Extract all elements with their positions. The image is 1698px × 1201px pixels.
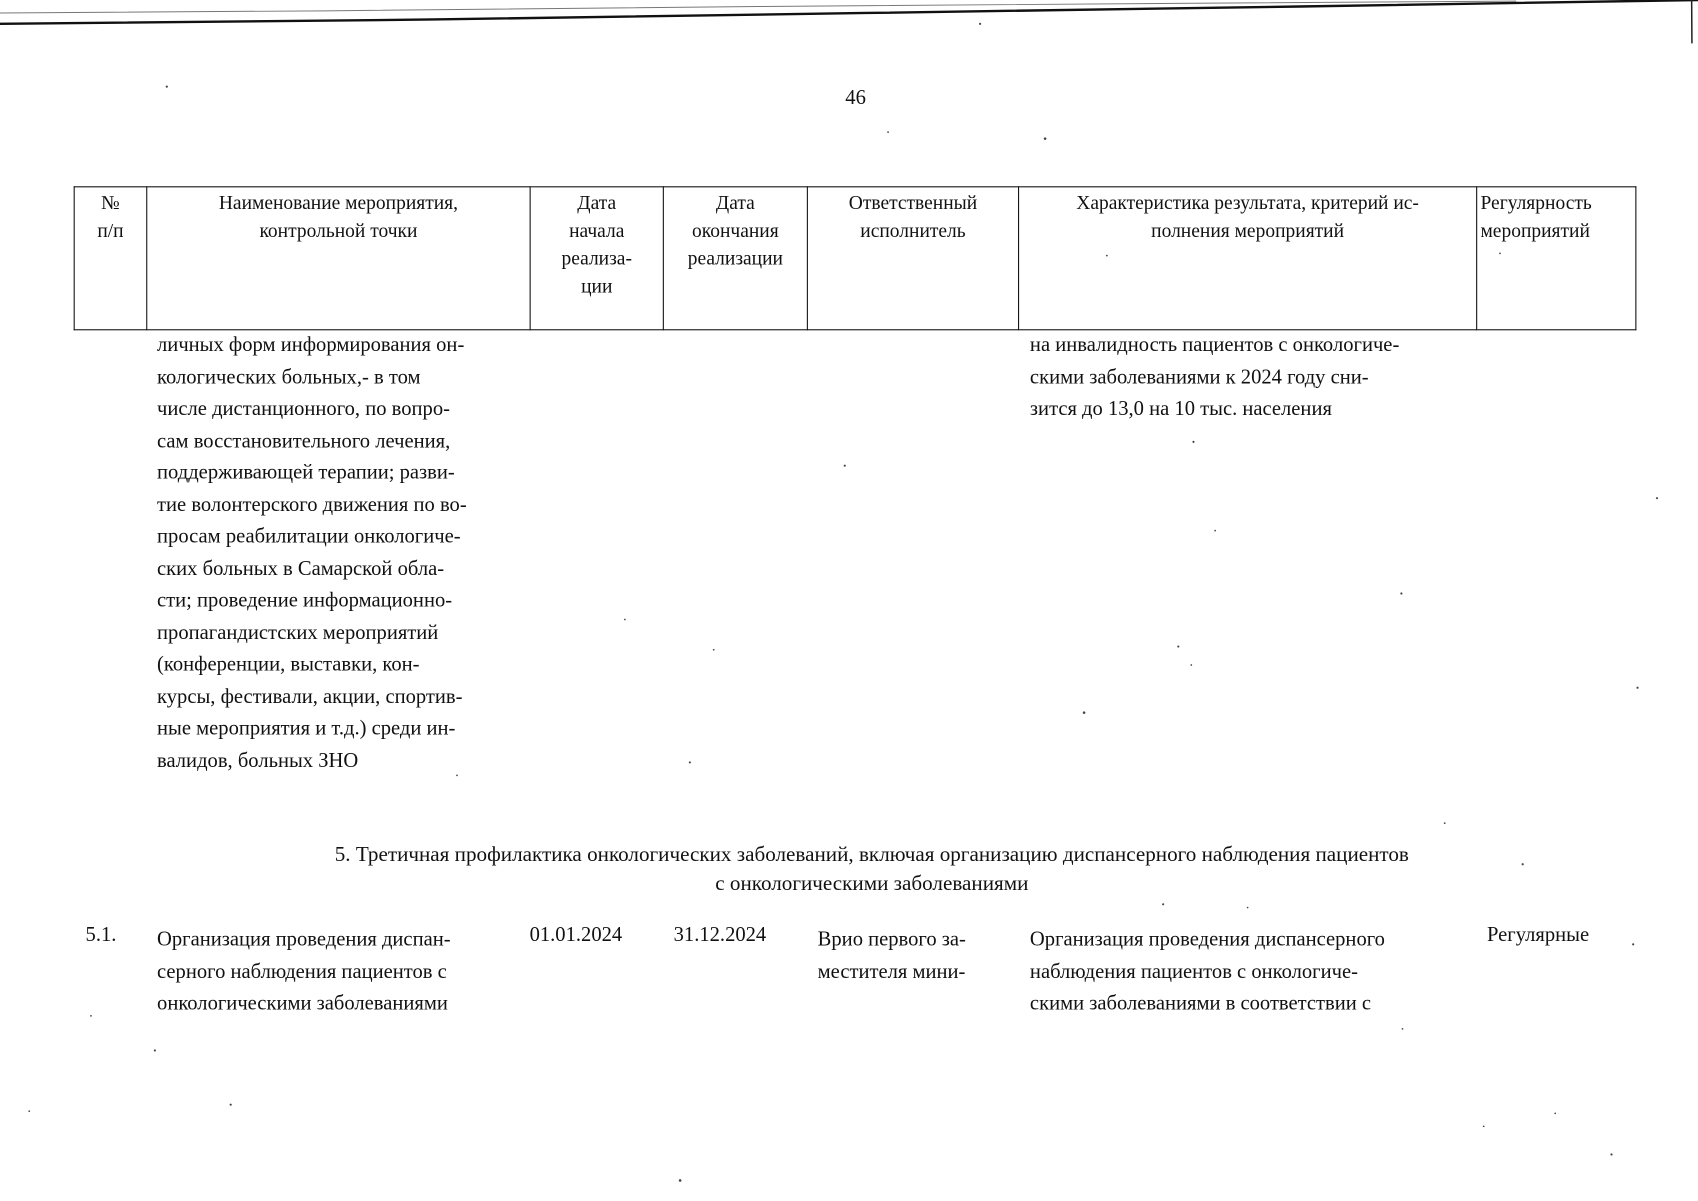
section-heading: 5. Третичная профилактика онкологических заболеваний, включая организацию диспансерного наблюдения пациентов с онкологическими заболеваниями <box>334 843 1409 896</box>
continuation-event-name: личных форм информирования он- кологических больных,- в том числе дистанционного, по вопро- сам восстановительного лечения, поддерживающей терапии; разви- тие волонтерского движения по во- просам реабилитации онкологиче- ских больных в Самарской обла- сти; проведение информационно- пропагандистских мероприятий (конференции, выставки, кон- курсы, фестивали, акции, спортив- ные мероприятия и т.д.) среди ин- валидов, больных ЗНО <box>157 333 467 772</box>
page-number: 46 <box>845 86 866 110</box>
header-col-number: № п/п <box>74 187 147 330</box>
table-header <box>74 186 1637 330</box>
header-col-end-date: Дата окончания реализации <box>663 187 807 330</box>
scan-edge-decoration <box>0 0 1698 43</box>
row-number: 5.1. <box>85 923 117 947</box>
continuation-result-text: на инвалидность пациентов с онкологиче- скими заболеваниями к 2024 году сни- зится до 13,0 на 10 тыс. населения <box>1029 333 1400 421</box>
row-regularity: Регулярные <box>1486 923 1590 947</box>
header-col-result: Характеристика результата, критерий ис- полнения мероприятий <box>1019 187 1477 330</box>
header-col-start-date: Дата начала реализа- ции <box>530 187 663 330</box>
row-result-text: Организация проведения диспансерного наблюдения пациентов с онкологиче- скими заболеваниями в соответствии с <box>1029 928 1385 1015</box>
row-end-date: 31.12.2024 <box>673 923 767 947</box>
header-col-regularity: Регулярность мероприятий <box>1477 187 1636 330</box>
row-executor: Врио первого за- местителя мини- <box>817 928 966 983</box>
header-col-name: Наименование мероприятия, контрольной точки <box>147 187 530 330</box>
row-start-date: 01.01.2024 <box>529 923 623 947</box>
row-event-name: Организация проведения диспан- серного наблюдения пациентов с онкологическими заболеваниями <box>157 928 451 1015</box>
header-col-executor: Ответственный исполнитель <box>807 187 1018 330</box>
